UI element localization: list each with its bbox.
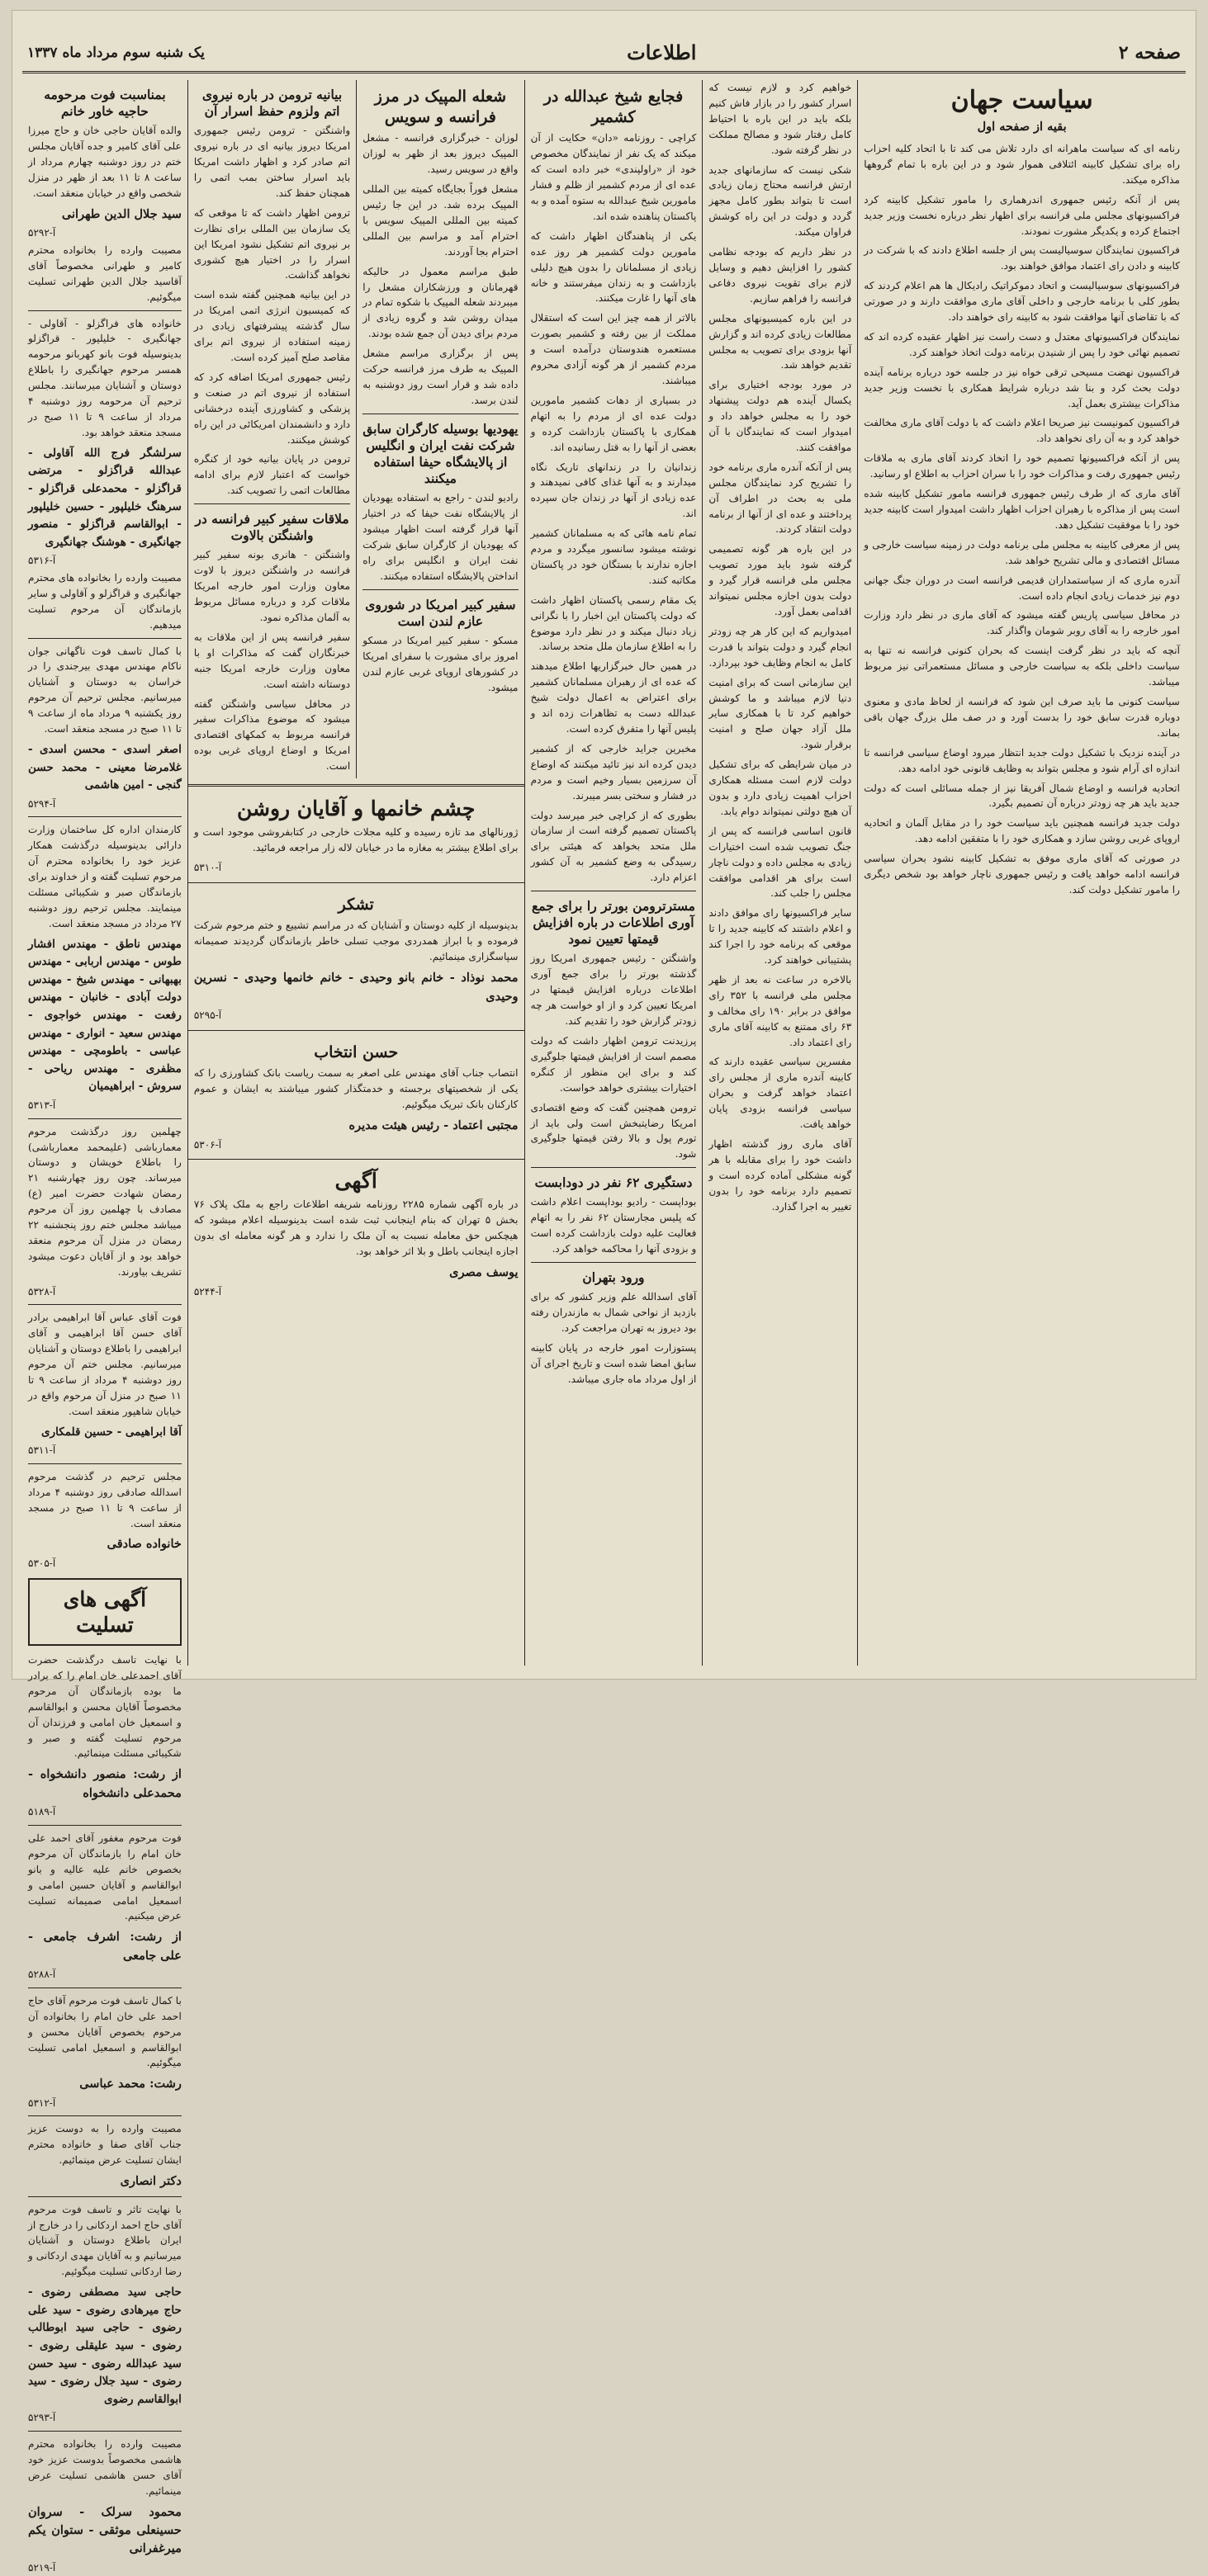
- obituary-text: والده آقایان حاجی خان و حاج میرزا علی آقای کامیر و جده آقایان مجلس ختم در روز دوشنبه چهارم مرداد از ساعت ۸ تا ۱۱ بعد از ظهر در منزل شخصی واقع در خیابان منعقد است.: [28, 125, 182, 199]
- article-paragraph: بالاخره در ساعت نه بعد از ظهر مجلس ملی فرانسه با ۳۵۲ رای موافق در برابر ۱۹۰ رای مخالف و ۶۳ رای ممتنع به کابینه آقای ماری رای اعتماد داد.: [708, 973, 852, 1048]
- article-paragraph: بطوری که از کراچی خبر میرسد دولت پاکستان تصمیم گرفته است از سازمان ملل متحد بخواهد که هیئتی برای رسیدگی به وضع کشمیر به آن کشور اعزام دارد.: [530, 809, 697, 884]
- kashmir-headline: فجایع شیخ عبدالله در کشمیر: [543, 87, 684, 126]
- article-paragraph: پرزیدنت ترومن اظهار داشت که دولت مصمم است از افزایش قیمتها جلوگیری کند و برای این منظور از کنگره اختیارات بیشتری خواهد خواست.: [530, 1035, 697, 1094]
- article-paragraph: فراکسیون نهضت مسیحی ترقی خواه نیز در جلسه خود درباره برنامه آینده دولت بحث کرد و بنا شد درباره شرایط همکاری با نخست وزیر جدید مذاکرات بیشتری بعمل آید.: [864, 366, 1180, 409]
- condolence-text: با کمال تاسف فوت مرحوم آقای حاج احمد علی خان امام را بخانواده آن مرحوم بخصوص آقایان محسن و ابوالقاسم و اسمعیل امامی تسلیت میگوئیم.: [28, 1994, 182, 2069]
- article-paragraph: پس از آنکه رئیس جمهوری اندرهماری را مامور تشکیل کابینه کرد فراکسیونهای مجلس ملی فرانسه برای اظهار نظر درباره نخست وزیر جدید اجتماع کرده و یکدیگر مشورت نمودند.: [864, 193, 1180, 237]
- column-news: [524, 80, 703, 1666]
- article-paragraph: ترومن همچنین گفت که وضع اقتصادی امریکا رضایتبخش است ولی باید از تورم پول و بالا رفتن قیمتها جلوگیری شود.: [530, 1101, 697, 1160]
- condolence-text: مصیبت وارده را به دوست عزیز جناب آقای صفا و خانواده محترم ایشان تسلیت عرض مینمائیم.: [28, 2123, 182, 2167]
- ad-good-choice: [188, 1036, 524, 1154]
- article-paragraph: ترومن در پایان بیانیه خود از کنگره خواست که اعتبار لازم برای ادامه مطالعات اتمی را تصویب کند.: [193, 453, 351, 497]
- ad-signers: محمد نوذاد - خانم بانو وحیدی - خانم خانمها وحیدی - نسرین وحیدی: [193, 971, 519, 1004]
- ad-signer: یوسف مصری: [449, 1265, 519, 1280]
- condolence-signer: محمود سرلک - سروان حسینعلی موثقی - ستوان یکم میرغفرانی: [28, 2504, 182, 2556]
- article-paragraph: آقای ماری روز گذشته اظهار داشت خود را برای مقابله با هر گونه مشکلی آماده کرده است و تصمیم دارد برنامه خود را بدون تغییر به اجرا گذارد.: [708, 1138, 852, 1212]
- world-politics-headline: سیاست جهان: [950, 86, 1093, 115]
- obituary-names: مهندس ناطق - مهندس افشار طوس - مهندس اربابی - مهندس بهبهانی - مهندس شیخ - مهندس دولت آبادی - خانبان - مهندس رفعت - مهندس خواجوی - مهندس سعید - انواری - مهندس عباسی - باطومچی - مهندس مظفری - مهندس ریاحی - سروش - ابراهیمیان: [28, 937, 182, 1094]
- article-paragraph: واشنگتن - ترومن رئیس جمهوری امریکا دیروز بیانیه ای در باره نیروی اتم صادر کرد و اظهار داشت امریکا باید اسرار ساختن بمب اتمی را همچنان حفظ کند.: [193, 125, 351, 199]
- ad-code: آ-۵۲۱۹: [28, 2561, 56, 2574]
- newspaper-page: [12, 10, 1196, 2574]
- obituary-text: فوت آقای عباس آقا ابراهیمی برادر آقای حسن آقا ابراهیمی و آقای ابراهیمی را باطلاع دوستان و آشنایان میرسانیم. مجلس ختم آن مرحوم روز دوشنبه ۴ مرداد از ساعت ۹ تا ۱۱ صبح در منزل آن مرحوم واقع در خیابان شاهپور منعقد است.: [28, 1312, 182, 1417]
- article-paragraph: یکی از پناهندگان اظهار داشت که مامورین دولت کشمیر هر روز عده زیادی از مسلمانان را بدون هیچ دلیلی بازداشت و به زندان میفرستند و خانه های آنها را غارت میکنند.: [530, 229, 697, 305]
- article-paragraph: رئیس جمهوری امریکا اضافه کرد که استفاده از نیروی اتم در صنعت و پزشکی و کشاورزی آینده درخشانی دارد و دانشمندان امریکائی در این راه کوشش میکنند.: [193, 371, 351, 446]
- divider: [28, 2196, 182, 2197]
- divider: [194, 503, 350, 504]
- ad-thanks-headline: تشکر: [338, 895, 374, 914]
- ad-code: آ-۵۳۰۶: [193, 1138, 222, 1151]
- article-paragraph: پس از معرفی کابینه به مجلس ملی برنامه دولت در زمینه سیاست خارجی و مسائل اقتصادی و مالی تشریح خواهد شد.: [864, 538, 1180, 566]
- article-paragraph: کراچی - روزنامه «دان» حکایت از آن میکند که یک نفر از نمایندگان مخصوص خود از «راولپندی» خبر داده است که عده ای از مردم کشمیر از ظلم و فشار مامورین شیخ عبدالله به ستوه آمده و به پاکستان پناهنده شده اند.: [530, 132, 697, 222]
- article-paragraph: در صورتی که آقای ماری موفق به تشکیل کابینه نشود بحران سیاسی فرانسه ادامه خواهد یافت و رئیس جمهوری ناچار خواهد بود شخص دیگری را مامور تشکیل دولت کند.: [864, 853, 1180, 896]
- olympic-headline: شعله المپیک در مرز فرانسه و سویس: [374, 87, 507, 126]
- article-paragraph: بوداپست - رادیو بوداپست اعلام داشت که پلیس مجارستان ۶۲ نفر را به اتهام فعالیت علیه دولت بازداشت کرده است و بزودی آنها را محاکمه خواهد کرد.: [530, 1196, 697, 1255]
- condolence-signer: رشت: محمد عباسی: [79, 2077, 182, 2092]
- divider: [531, 1167, 697, 1168]
- article-paragraph: مسکو - سفیر کبیر امریکا در مسکو امروز برای مشورت با سفرای امریکا در کشورهای اروپای غربی عازم لندن میشود.: [362, 635, 519, 693]
- ad-text: بدینوسیله از کلیه دوستان و آشنایان که در مراسم تشییع و ختم مرحوم شرکت فرموده و با ابراز همدردی موجب تسلی خاطر بازماندگان گردیدند صمیمانه سپاسگزاری مینمائیم.: [193, 919, 519, 963]
- ad-code: آ-۵۲۹۳: [28, 2412, 56, 2424]
- article-paragraph: طبق مراسم معمول در حالیکه قهرمانان و ورزشکاران مشعل را میبردند شعله المپیک با شکوه تمام در میدان روشن شد و گروه زیادی از مردم برای دیدن آن جمع شده بودند.: [362, 265, 519, 340]
- ad-good-choice-headline: حسن انتخاب: [314, 1042, 399, 1061]
- ad-code: آ-۵۳۱۱: [28, 1444, 56, 1457]
- obituary-text: خانواده های فراگزلو - آقاولی - جهانگیری - خلیلپور - قراگزلو بدینوسیله فوت بانو کهربانو مرحومه همسر مرحوم جهانگیری را باطلاع دوستان و آشنایان میرسانند. مجلس ترحیم آن مرحومه روز دوشنبه ۴ مرداد از ساعت ۹ تا ۱۱ صبح در مسجد منعقد خواهد بود.: [28, 317, 182, 438]
- article-paragraph: واشنگتن - هانری بونه سفیر کبیر فرانسه در واشنگتن دیروز با لاوت معاون وزارت امور خارجه امریکا ملاقات کرد و درباره مسائل مربوط به آلمان مذاکره نمود.: [193, 549, 351, 624]
- article-paragraph: مفسرین سیاسی عقیده دارند که کابینه آندره ماری از مجلس رای اعتماد خواهد گرفت و بحران سیاسی فرانسه بزودی پایان خواهد یافت.: [708, 1056, 852, 1131]
- column-obituaries: [22, 80, 187, 2574]
- ad-code: آ-۵۳۱۶: [28, 555, 56, 567]
- ad-code: آ-۵۳۱۲: [28, 2096, 56, 2109]
- article-paragraph: در محافل سیاسی واشنگتن گفته میشود که موضوع مذاکرات سفیر فرانسه مربوط به کمکهای اقتصادی امریکا و اوضاع اروپای غربی بوده است.: [193, 697, 351, 773]
- column-international: [187, 80, 524, 1666]
- ad-text: انتصاب جناب آقای مهندس علی اصغر به سمت ریاست بانک کشاورزی را که یکی از شخصیتهای برجسته و خدمتگذار کشور میباشند به ایشان و عموم کارکنان بانک تبریک میگوئیم.: [193, 1067, 519, 1111]
- ad-code: آ-۵۳۱۳: [28, 1099, 56, 1112]
- article-paragraph: اتحادیه فرانسه و اوضاع شمال آفریقا نیز از جمله مسائلی است که دولت جدید باید هر چه زودتر درباره آن تصمیم بگیرد.: [864, 782, 1180, 810]
- condolence-text: فوت مرحوم مغفور آقای احمد علی خان امام را بازماندگان آن مرحوم بخصوص خانم علیه عالیه و بانو ابوالقاسم و آقایان حسین امامی و اسمعیل امامی صمیمانه تسلیت عرض میکنیم.: [28, 1832, 182, 1922]
- ad-code: آ-۵۱۸۹: [28, 1806, 56, 1818]
- ad-fashion: [188, 792, 524, 877]
- obituary-text: کارمندان اداره کل ساختمان وزارت دارائی بدینوسیله درگذشت همکار عزیز خود را بخانواده محترم آن مرحوم تسلیت گفته و از خداوند برای بازماندگان صبر و شکیبائی مسئلت مینمایند. مجلس ترحیم روز دوشنبه ۲۷ مرداد در مسجد منعقد است.: [28, 824, 182, 929]
- obituary-text: مجلس ترحیم در گذشت مرحوم اسدالله صادقی روز دوشنبه ۴ مرداد از ساعت ۹ تا ۱۱ صبح در مسجد منعقد است.: [28, 1470, 182, 1529]
- obituary-names: آقا ابراهیمی - حسین قلمکاری: [41, 1425, 182, 1439]
- article-paragraph: لوزان - خبرگزاری فرانسه - مشعل المپیک دیروز بعد از ظهر به لوزان واقع در سویس رسید.: [362, 132, 519, 176]
- divider: [28, 1825, 182, 1826]
- column-world-politics: [857, 80, 1186, 1666]
- divider: [28, 1118, 182, 1119]
- condolence-text: با نهایت تاثر و تاسف فوت مرحوم آقای حاج احمد اردکانی را در خارج از ایران باطلاع دوستان و آشنایان میرسانیم و به آقایان مهدی اردکانی و رضا اردکانی تسلیت میگوئیم.: [28, 2203, 182, 2278]
- obituary-text: مصیبت وارده را بخانواده محترم کامیر و طهرانی مخصوصاً آقای آقاسید جلال الدین طهرانی تسلیت میگوئیم.: [28, 243, 182, 303]
- article-paragraph: در نظر داریم که بودجه نظامی کشور را افزایش دهیم و وسایل لازم برای تقویت نیروی دفاعی فرانسه را فراهم سازیم.: [708, 246, 852, 305]
- article-paragraph: مشعل فوراً بجایگاه کمیته بین المللی المپیک برده شد. در این جا رئیس کمیته بین المللی المپیک سویس با احترام آمد و مراسم بین المللی احترام بجا آوردند.: [362, 183, 519, 258]
- article-paragraph: این سازمانی است که برای امنیت دنیا لازم میباشد و ما کوشش خواهیم کرد تا با همکاری سایر ملل آزاد جهان صلح و امنیت برقرار شود.: [708, 676, 852, 751]
- article-paragraph: نمایندگان فراکسیونهای معتدل و دست راست نیز اظهار عقیده کرده اند که تصمیم نهائی خود را پس از شنیدن برنامه دولت اتخاذ خواهند کرد.: [864, 330, 1180, 358]
- article-paragraph: بالاتر از همه چیز این است که استقلال مملکت از بین رفته و کشمیر بصورت مستعمره هندوستان درآمده است و مردم کشمیر از هر گونه آزادی محروم میباشند.: [530, 312, 697, 386]
- divider: [28, 816, 182, 817]
- divider: [362, 589, 518, 590]
- article-paragraph: آندره ماری که از سیاستمداران قدیمی فرانسه است در دوران جنگ جهانی دوم نیز خدمات زیادی انجام داده است.: [864, 574, 1180, 602]
- obituary-text: با کمال تاسف فوت ناگهانی جوان ناکام مهندس مهدی بیرجندی را در خراسان به دوستان و آشنایان میرسانیم. مجلس ترحیم آن مرحوم روز یکشنبه ۹ مرداد ماه از ساعت ۹ تا ۱۱ صبح در مسجد منعقد است.: [28, 645, 182, 735]
- article-paragraph: در مورد بودجه اختیاری برای یکسال آینده هم دولت پیشنهاد خود را به مجلس خواهد داد و امیدوار است که نمایندگان با آن موافقت کنند.: [708, 379, 852, 453]
- article-paragraph: تمام نامه هائی که به مسلمانان کشمیر نوشته میشود سانسور میگردد و مردم اجازه ندارند با بستگان خود در پاکستان مکاتبه کنند.: [530, 527, 697, 586]
- article-paragraph: در بسیاری از دهات کشمیر مامورین دولت عده ای از مردم را به اتهام همکاری با پاکستان بازداشت کرده و بعضی از آنها را به قتل رسانیده اند.: [530, 394, 697, 453]
- article-paragraph: سیاست کنونی ما باید صرف این شود که فرانسه از لحاظ مادی و معنوی دوباره قدرت سابق خود را بدست آورد و در صف ملل بزرگ جهان باقی بماند.: [864, 695, 1180, 739]
- budapest-arrests-headline: دستگیری ۶۲ نفر در دودابست: [534, 1175, 693, 1191]
- condolence-signer: دکتر انصاری: [120, 2174, 182, 2189]
- article-paragraph: پستوزارت امور خارجه در پایان کابینه سابق امضا شده است و تاریخ اجرای آن از اول مرداد ماه جاری میباشد.: [530, 1341, 697, 1385]
- divider: [531, 1262, 697, 1263]
- arrival-tehran-headline: ورود بتهران: [582, 1269, 645, 1286]
- ad-code: آ-۵۲۹۲: [28, 227, 56, 239]
- article-paragraph: در محافل سیاسی پاریس گفته میشود که آقای ماری در نظر دارد وزارت امور خارجه را به آقای روبر شومان واگذار کند.: [864, 609, 1180, 637]
- obituary-names: سرلشگر فرج الله آقاولی - عبدالله قراگزلو - مرتضی قراگزلو - محمدعلی قراگزلو - سرهنگ خلیلپور - حسین خلیلپور - ابوالقاسم قراگزلو - منصور جهانگیری - هوشنگ جهانگیری: [28, 446, 182, 549]
- article-paragraph: آنچه که باید در نظر گرفت اینست که بحران کنونی فرانسه نه تنها به سیاست داخلی بلکه به سیاست خارجی و مسائل مستعمراتی نیز مربوط میباشد.: [864, 645, 1180, 688]
- ad-notice: [188, 1165, 524, 1301]
- article-paragraph: شکی نیست که سازمانهای جدید ارتش فرانسه محتاج زمان زیادی است تا بتواند بطور کامل مجهز گردد و دولت در این راه کوشش فراوان میکند.: [708, 163, 852, 239]
- french-ambassador-headline: ملاقات سفیر کبیر فرانسه در واشنگتن بالاوت: [195, 511, 349, 544]
- article-paragraph: قانون اساسی فرانسه که پس از جنگ تصویب شده است اختیارات زیادی به مجلس داده و دولت ناچار است برای هر اقدامی موافقت مجلس را جلب کند.: [708, 825, 852, 900]
- ad-code: آ-۵۲۸۸: [28, 1969, 56, 1981]
- olympic-article: [356, 80, 523, 778]
- obituary-text: چهلمین روز درگذشت مرحوم معمارباشی (علیمحمد معمارباشی) را باطلاع خویشان و دوستان میرساند. چون روز چهارشنبه ۲۱ رمضان شهادت حضرت امیر (ع) مصادف با چهلمین روز آن مرحوم میباشد مجلس ختم روز پنجشنبه ۲۲ رمضان در منزل آن مرحوم منعقد خواهد بود و از آقایان دعوت میشود تشریف بیاورند.: [28, 1125, 182, 1278]
- article-paragraph: ترومن اظهار داشت که تا موقعی که یک سازمان بین المللی برای نظارت بر نیروی اتم تشکیل نشود امریکا این اسرار را در اختیار هیچ کشوری نخواهد گذاشت.: [193, 206, 351, 281]
- divider: [188, 1159, 524, 1160]
- condolences-section-header: [28, 1578, 182, 1647]
- ad-thanks: [188, 888, 524, 1025]
- article-paragraph: آقای ماری که از طرف رئیس جمهوری فرانسه مامور تشکیل کابینه شده است پس از مذاکره با رهبران احزاب اظهار داشت امیدوار است کابینه جدید خود را با موفقیت تشکیل دهد.: [864, 488, 1180, 531]
- divider: [28, 638, 182, 639]
- ad-fashion-headline: چشم خانمها و آقایان روشن: [236, 796, 476, 821]
- ad-code: آ-۵۳۱۰: [193, 862, 222, 874]
- condolence-signer: از رشت: منصور دانشخواه - محمدعلی دانشخواه: [28, 1767, 182, 1800]
- article-paragraph: در این باره هر گونه تصمیمی گرفته شود باید مورد تصویب مجلس ملی فرانسه قرار گیرد و دولت بدون اجازه مجلس نمیتواند اقدامی بعمل آورد.: [708, 543, 852, 617]
- ad-notice-headline: آگهی: [334, 1169, 377, 1193]
- article-paragraph: سفیر فرانسه پس از این ملاقات به خبرنگاران گفت که مذاکرات او با معاون وزارت خارجه امریکا جنبه دوستانه داشته است.: [193, 631, 351, 690]
- divider: [188, 882, 524, 883]
- article-paragraph: در آینده نزدیک با تشکیل دولت جدید انتظار میرود اوضاع سیاسی فرانسه تا اندازه ای آرام شود و مجلس بتواند به وظایف قانونی خود ادامه دهد.: [864, 746, 1180, 774]
- obituary-text: مصیبت وارده را بخانواده های محترم جهانگیری و قراگزلو و آقاولی و سایر بازماندگان آن مرحوم تسلیت میدهیم.: [28, 571, 182, 631]
- article-paragraph: مخبرین جراید خارجی که از کشمیر دیدن کرده اند نیز تائید میکنند که اوضاع آن سرزمین بسیار وخیم است و مردم در فشار و سختی بسر میبرند.: [530, 742, 697, 801]
- ambassador-london-headline: سفیر کبیر امریکا در شوروی عازم لندن است: [365, 596, 516, 629]
- ad-code: آ-۵۲۹۴: [28, 797, 56, 810]
- article-paragraph: در این باره کمیسیونهای مجلس مطالعات زیادی کرده اند و گزارش آنها بزودی برای تصویب به مجلس تقدیم خواهد شد.: [708, 312, 852, 371]
- divider: [188, 784, 524, 787]
- obituary-signer: سید جلال الدین طهرانی: [61, 206, 182, 221]
- article-paragraph: دولت جدید فرانسه همچنین باید سیاست خود را در مقابل آلمان و اتحادیه اروپای غربی روشن سازد و همکاری خود را با متفقین ادامه دهد.: [864, 817, 1180, 845]
- international-news-pair: [188, 80, 524, 778]
- article-paragraph: در همین حال خبرگزاریها اطلاع میدهند که عده ای از رهبران مسلمانان کشمیر برای اعتراض به اعمال دولت شیخ عبدالله دست به تظاهرات زده اند و پلیس آنها را متفرق کرده است.: [530, 660, 697, 735]
- divider: [28, 1304, 182, 1305]
- article-paragraph: در این بیانیه همچنین گفته شده است که کمیسیون انرژی اتمی امریکا در سال گذشته پیشرفتهای زیادی در زمینه استفاده از نیروی اتم برای مقاصد صلح آمیز کرده است.: [193, 289, 351, 363]
- article-paragraph: فراکسیون نمایندگان سوسیالیست پس از جلسه اطلاع دادند که با شرکت در کابینه و دادن رای اعتماد موافق خواهند بود.: [864, 244, 1180, 272]
- condolence-names: حاجی سید مصطفی رضوی - حاج میرهادی رضوی - سید علی رضوی - حاجی سید ابوطالب رضوی - سید علیقلی رضوی - سید عبدالله رضوی - سید حسن رضوی - سید جلال رضوی - سید ابوالقاسم رضوی: [28, 2285, 182, 2406]
- article-paragraph: خواهیم کرد و لازم نیست که اسرار کشور را در بازار فاش کنیم بلکه باید در این باره با احتیاط کامل رفتار شود و مصالح مملکت در نظر گرفته شود.: [708, 82, 852, 156]
- divider: [28, 2115, 182, 2116]
- truman-prices-headline: مسترترومن بورتر را برای جمع آوری اطلاعات در باره افزایش قیمتها تعیین نمود: [532, 898, 695, 948]
- article-paragraph: در میان شرایطی که برای تشکیل دولت لازم است مسئله همکاری احزاب اهمیت زیادی دارد و بدون آن هیچ دولتی نمیتواند دوام یابد.: [708, 759, 852, 817]
- divider: [188, 1030, 524, 1031]
- article-paragraph: رنامه ای که سیاست ماهرانه ای دارد تلاش می کند تا با اتحاد کلیه احزاب راه برای تشکیل کابینه ائتلافی هموار شود و در این باره با تمام گروهها مذاکره میکند.: [864, 142, 1180, 186]
- condolences-title: آگهی های تسلیت: [63, 1586, 147, 1637]
- page-number: صفحه ۲: [1118, 41, 1181, 64]
- divider: [28, 1463, 182, 1464]
- article-paragraph: واشنگتن - رئیس جمهوری امریکا روز گذشته بورتر را برای جمع آوری اطلاعات درباره افزایش قیمتها در امریکا تعیین کرد و از او خواست هر چه زودتر گزارش خود را تقدیم کند.: [530, 952, 697, 1028]
- world-politics-subhead: بقیه از صفحه اول: [977, 119, 1067, 134]
- haifa-refinery-headline: یهودیها بوسیله کارگران سابق شرکت نفت ایران و انگلیس از پالایشگاه حیفا استفاده میکنند: [362, 420, 519, 487]
- ad-code: آ-۵۲۹۵: [193, 1009, 222, 1022]
- article-paragraph: پس از آنکه فراکسیونها تصمیم خود را اتخاذ کردند آقای ماری به ملاقات رئیس جمهوری رفت و مذاکرات خود را با سران احزاب به اطلاع او رسانید.: [864, 452, 1180, 480]
- ad-text: ژورنالهای مد تازه رسیده و کلیه مجلات خارجی در کتابفروشی موجود است و برای اطلاع بیشتر به مغازه ما در خیابان لاله زار مراجعه فرمائید.: [193, 826, 519, 854]
- issue-date: یک شنبه سوم مرداد ماه ۱۳۳۷: [27, 44, 205, 61]
- masthead: [22, 34, 1186, 73]
- ad-code: آ-۵۳۲۸: [28, 1285, 56, 1297]
- article-paragraph: آقای اسدالله علم وزیر کشور که برای بازدید از نواحی شمال به مازندران رفته بود دیروز به تهران مراجعت کرد.: [530, 1291, 697, 1334]
- article-paragraph: فراکسیونهای سوسیالیست و اتحاد دموکراتیک رادیکال ها هم اعلام کردند که بطور کلی با برنامه خارجی و داخلی آقای ماری موافقت دارند و در صورتی که با تقاضای آنها موافقت شود به کابینه رای خواهند داد.: [864, 280, 1180, 324]
- obituary-headline: بمناسبت فوت مرحومه حاجیه خاور خانم: [44, 87, 166, 120]
- article-paragraph: یک مقام رسمی پاکستان اظهار داشت که دولت پاکستان این اخبار را با نگرانی زیاد دنبال میکند و در نظر دارد موضوع را به اطلاع سازمان ملل متحد برساند.: [530, 593, 697, 653]
- article-paragraph: رادیو لندن - راجع به استفاده یهودیان از پالایشگاه نفت حیفا که در اختیار آنها قرار گرفته است اظهار میشود که یهودیان از کارگران سابق شرکت نفت ایران و انگلیس برای راه انداختن پالایشگاه استفاده میکنند.: [362, 492, 519, 582]
- ad-code: آ-۵۳۰۵: [28, 1557, 56, 1569]
- article-paragraph: سایر فراکسیونها رای موافق دادند و اعلام داشتند که کابینه جدید را تا موقعی که برنامه خود را اجرا کند پشتیبانی خواهند کرد.: [708, 907, 852, 967]
- column-politics-continued: [702, 80, 857, 1666]
- ad-code: آ-۵۲۴۴: [193, 1285, 222, 1297]
- article-paragraph: زندانیان را در زندانهای تاریک نگاه میدارند و به آنها غذای کافی نمیدهند و عده زیادی از آنها در زندان جان سپرده اند.: [530, 461, 697, 520]
- ad-signer: مجتبی اعتماد - رئیس هیئت مدیره: [348, 1118, 519, 1133]
- article-paragraph: پس از برگزاری مراسم مشعل المپیک به طرف مرز فرانسه حرکت داده شد و قرار است روز دوشنبه به لندن برسد.: [362, 347, 519, 406]
- atomic-headline: بیانیه ترومن در باره نیروی اتم ولزوم حفظ اسرار آن: [201, 87, 343, 120]
- atomic-article: [188, 80, 356, 778]
- condolence-text: با نهایت تاسف درگذشت حضرت آقای احمدعلی خان امام را که برادر ما بوده بازماندگان آن مرحوم مخصوصاً آقایان محسن و ابوالقاسم و اسمعیل خان امامی و فرزندان آن مرحوم تسلیت گفته و صبر و شکیبائی مسئلت مینمائیم.: [28, 1654, 182, 1760]
- article-paragraph: امیدواریم که این کار هر چه زودتر انجام گیرد و دولت بتواند با قدرت کامل به انجام وظایف خود بپردازد.: [708, 625, 852, 669]
- condolence-signer: از رشت: اشرف جامعی - علی جامعی: [28, 1930, 182, 1963]
- divider: [28, 310, 182, 311]
- divider: [28, 2431, 182, 2432]
- article-paragraph: پس از آنکه آندره ماری برنامه خود را تشریح کرد نمایندگان مجلس ملی به بحث در اطراف آن پرداختند و عده ای از آنها از برنامه دولت انتقاد کردند.: [708, 461, 852, 536]
- obituary-signer: خانواده صادقی: [107, 1537, 182, 1552]
- condolence-text: مصیبت وارده را بخانواده محترم هاشمی مخصوصاً بدوست عزیز خود آقای حسن هاشمی تسلیت عرض مینمائیم.: [28, 2437, 182, 2497]
- article-paragraph: فراکسیون کمونیست نیز صریحا اعلام داشت که با دولت آقای ماری مخالفت خواهد کرد و به آن رای نخواهد داد.: [864, 417, 1180, 445]
- ad-text: در باره آگهی شماره ۲۲۸۵ روزنامه شریفه اطلاعات راجع به ملک پلاک ۷۶ بخش ۵ تهران که بنام اینجانب ثبت شده است بدینوسیله اعلام میشود که هیچکس حق معامله نسبت به آن ملک را ندارد و هر گونه معامله ای بدون اجازه اینجانب باطل و بلا اثر خواهد بود.: [193, 1198, 519, 1258]
- paper-name: اطلاعات: [627, 40, 697, 64]
- obituary-names: اصغر اسدی - محسن اسدی - غلامرضا معینی - محمد حسن گنجی - امین هاشمی: [28, 742, 182, 792]
- columns: [22, 80, 1186, 2574]
